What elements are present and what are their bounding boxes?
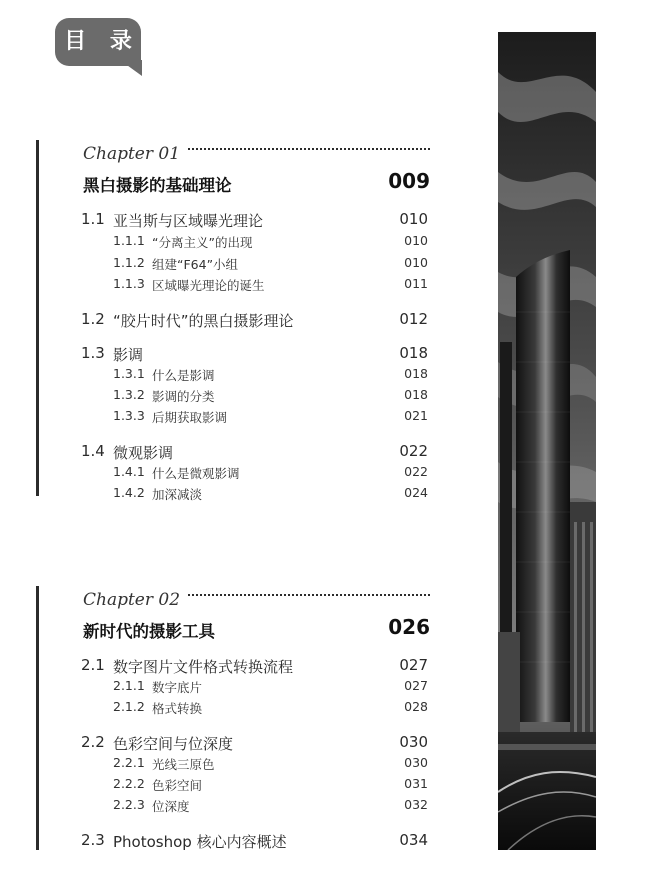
chapter-page: 026 — [388, 615, 430, 639]
entry-page: 010 — [399, 210, 428, 228]
entry-page: 012 — [399, 310, 428, 328]
toc-subentry[interactable] — [36, 464, 436, 484]
entry-text: “分离主义”的出现 — [152, 235, 253, 250]
entry-page: 018 — [399, 344, 428, 362]
toc-subentry[interactable] — [36, 276, 436, 296]
skyscraper-photo — [498, 32, 596, 850]
entry-text: 后期获取影调 — [152, 410, 228, 425]
entry-text: 什么是影调 — [152, 368, 215, 383]
entry-text: “胶片时代”的黑白摄影理论 — [113, 312, 294, 330]
entry-page: 010 — [404, 233, 428, 248]
toc-entry[interactable] — [36, 656, 436, 676]
chapter-01 — [36, 140, 436, 502]
entry-number: 1.1.1 — [113, 233, 145, 248]
entry-text: 光线三原色 — [152, 757, 215, 772]
entry-text: 微观影调 — [113, 444, 174, 462]
entry-number: 1.3.2 — [113, 387, 145, 402]
toc-subentry[interactable] — [36, 755, 436, 775]
entry-page: 011 — [404, 276, 428, 291]
toc-entry[interactable] — [36, 831, 436, 851]
entry-text: 区域曝光理论的诞生 — [152, 278, 265, 293]
toc-subentry[interactable] — [36, 699, 436, 719]
entry-page: 028 — [404, 699, 428, 714]
toc-subentry[interactable] — [36, 387, 436, 407]
entry-text: 组建“F64”小组 — [152, 257, 239, 272]
entry-text: Photoshop 核心内容概述 — [113, 833, 287, 851]
entry-page: 024 — [404, 485, 428, 500]
entry-page: 018 — [404, 366, 428, 381]
entry-page: 021 — [404, 408, 428, 423]
entry-page: 032 — [404, 797, 428, 812]
entry-page: 027 — [404, 678, 428, 693]
entry-number: 1.3.1 — [113, 366, 145, 381]
entry-number: 2.2.3 — [113, 797, 145, 812]
entry-text: 什么是微观影调 — [152, 466, 240, 481]
chapter-02 — [36, 586, 436, 850]
entry-text: 位深度 — [152, 799, 190, 814]
toc-title: 目 录 — [64, 29, 140, 54]
entry-number: 1.4.2 — [113, 485, 145, 500]
chapter-label: Chapter 02 — [83, 590, 181, 610]
entry-text: 色彩空间与位深度 — [113, 735, 234, 753]
entry-number: 2.2 — [81, 733, 105, 751]
entry-number: 2.1.2 — [113, 699, 145, 714]
entry-number: 2.3 — [81, 831, 105, 849]
entry-number: 1.2 — [81, 310, 105, 328]
entry-number: 2.2.1 — [113, 755, 145, 770]
entry-page: 027 — [399, 656, 428, 674]
entry-page: 030 — [404, 755, 428, 770]
entry-number: 1.1.2 — [113, 255, 145, 270]
entry-number: 1.3.3 — [113, 408, 145, 423]
entry-number: 2.2.2 — [113, 776, 145, 791]
entry-text: 亚当斯与区域曝光理论 — [113, 212, 264, 230]
toc-subentry[interactable] — [36, 678, 436, 698]
toc-entry[interactable] — [36, 733, 436, 753]
chapter-page: 009 — [388, 169, 430, 193]
toc-subentry[interactable] — [36, 233, 436, 253]
entry-number: 2.1 — [81, 656, 105, 674]
dotted-rule — [188, 594, 430, 596]
entry-number: 2.1.1 — [113, 678, 145, 693]
entry-number: 1.4.1 — [113, 464, 145, 479]
badge-tail — [120, 60, 142, 76]
chapter-title[interactable]: 新时代的摄影工具 — [83, 622, 215, 641]
entry-text: 色彩空间 — [152, 778, 203, 793]
entry-text: 数字底片 — [152, 680, 203, 695]
entry-page: 022 — [404, 464, 428, 479]
entry-page: 018 — [404, 387, 428, 402]
dotted-rule — [188, 148, 430, 150]
entry-text: 加深减淡 — [152, 487, 203, 502]
toc-subentry[interactable] — [36, 408, 436, 428]
entry-text: 影调 — [113, 346, 144, 364]
entry-text: 格式转换 — [152, 701, 203, 716]
badge-box — [55, 18, 141, 66]
entry-number: 1.1 — [81, 210, 105, 228]
entry-number: 1.1.3 — [113, 276, 145, 291]
toc-subentry[interactable] — [36, 485, 436, 505]
entry-number: 1.4 — [81, 442, 105, 460]
entry-page: 034 — [399, 831, 428, 849]
toc-subentry[interactable] — [36, 797, 436, 817]
entry-page: 022 — [399, 442, 428, 460]
chapter-title[interactable]: 黑白摄影的基础理论 — [83, 176, 232, 195]
chapter-label: Chapter 01 — [83, 144, 181, 164]
entry-page: 031 — [404, 776, 428, 791]
entry-text: 影调的分类 — [152, 389, 215, 404]
toc-subentry[interactable] — [36, 255, 436, 275]
entry-page: 030 — [399, 733, 428, 751]
toc-entry[interactable] — [36, 344, 436, 364]
entry-text: 数字图片文件格式转换流程 — [113, 658, 294, 676]
toc-subentry[interactable] — [36, 776, 436, 796]
entry-page: 010 — [404, 255, 428, 270]
toc-entry[interactable] — [36, 310, 436, 330]
entry-number: 1.3 — [81, 344, 105, 362]
toc-subentry[interactable] — [36, 366, 436, 386]
toc-entry[interactable] — [36, 210, 436, 230]
toc-entry[interactable] — [36, 442, 436, 462]
